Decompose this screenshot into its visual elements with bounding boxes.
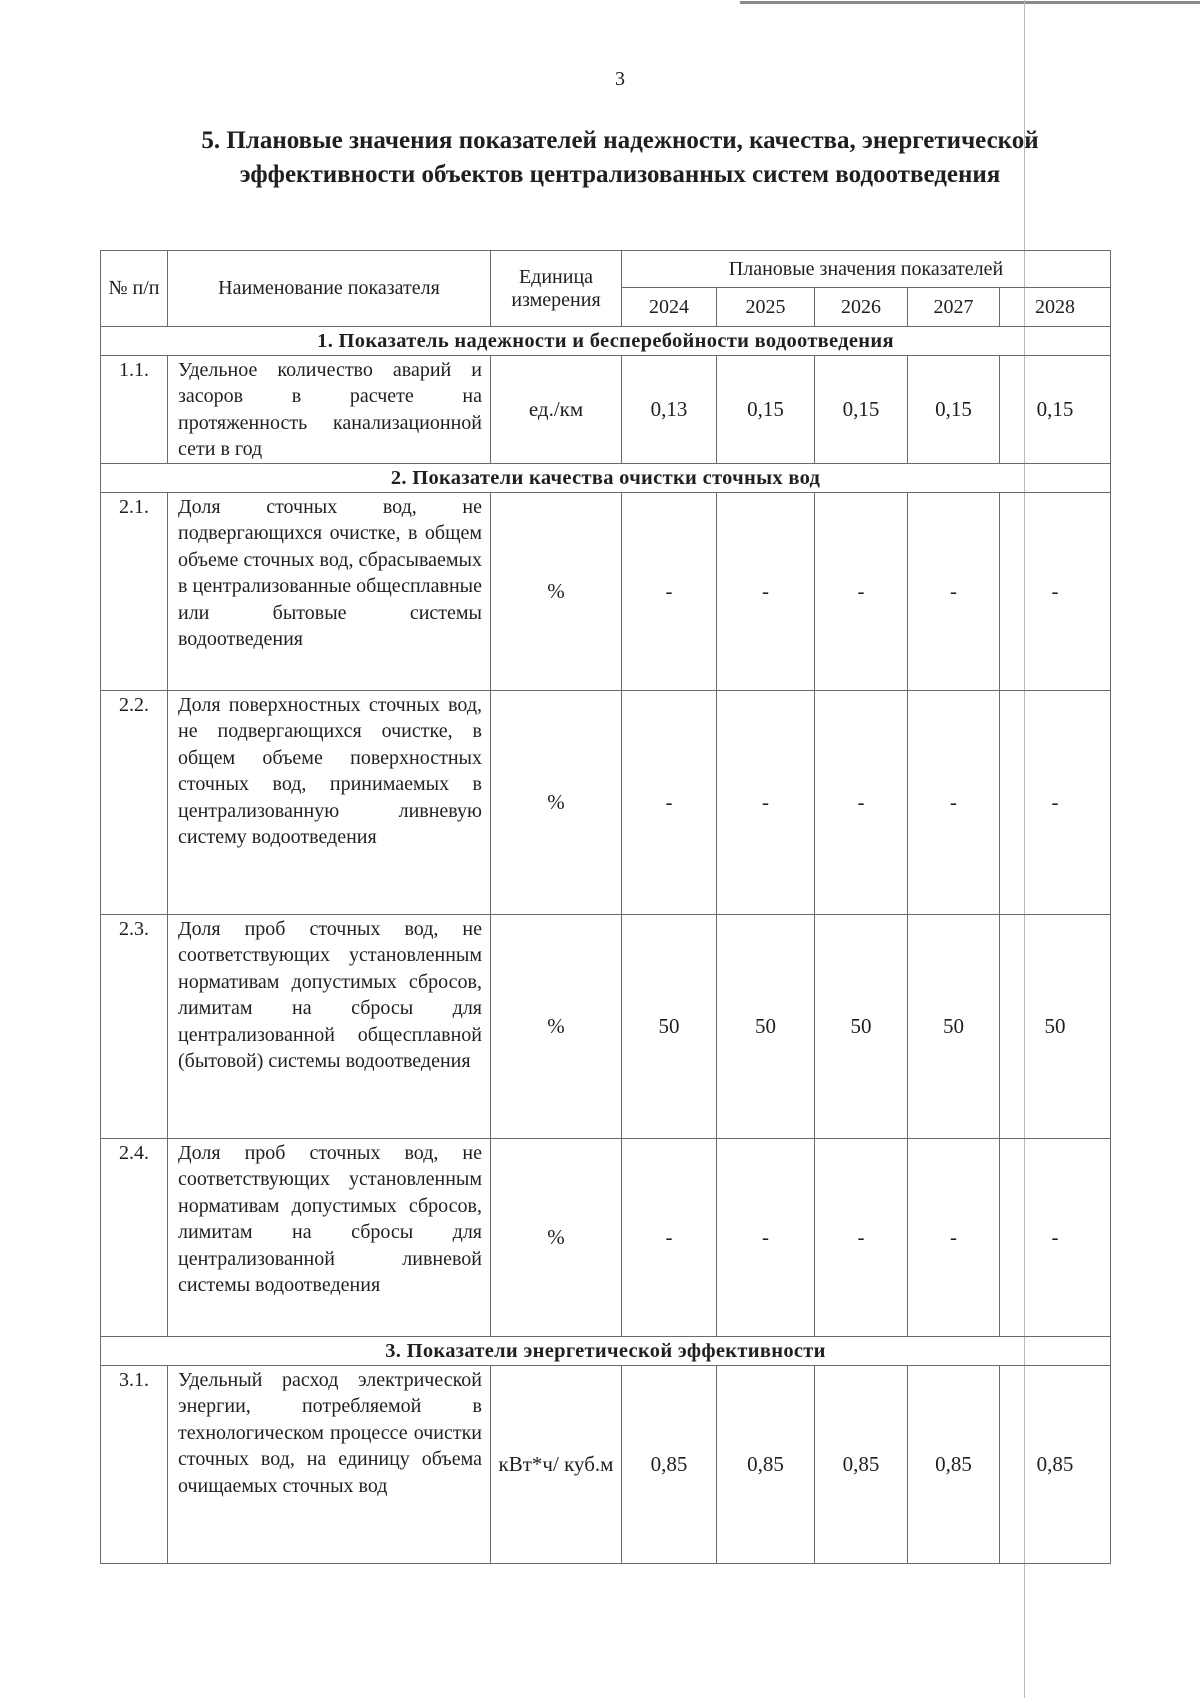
row-value: 0,15 bbox=[1000, 356, 1111, 464]
row-unit: кВт*ч/ куб.м bbox=[491, 1366, 622, 1564]
row-value: 0,13 bbox=[622, 356, 717, 464]
row-value: - bbox=[622, 1139, 717, 1337]
row-value: - bbox=[717, 1139, 815, 1337]
section-title: 2. Показатели качества очистки сточных вод bbox=[101, 464, 1111, 493]
row-value: 0,15 bbox=[717, 356, 815, 464]
row-number: 1.1. bbox=[101, 356, 168, 464]
row-value: - bbox=[908, 493, 1000, 691]
header-year: 2025 bbox=[717, 288, 815, 327]
document-title: 5. Плановые значения показателей надежности, качества, энергетической эффективности объектов централизованных систем водоотведения bbox=[201, 127, 1039, 188]
page-number: 3 bbox=[615, 68, 625, 90]
row-value: 0,85 bbox=[815, 1366, 908, 1564]
row-value: 50 bbox=[717, 915, 815, 1139]
row-value: 50 bbox=[622, 915, 717, 1139]
table-row bbox=[101, 915, 1111, 1139]
row-value: - bbox=[622, 493, 717, 691]
row-name: Удельный расход электрической энергии, потребляемой в технологическом процессе очистки сточных вод, на единицу объема очищаемых сточных вод bbox=[168, 1366, 491, 1564]
row-value: 50 bbox=[815, 915, 908, 1139]
row-unit: ед./км bbox=[491, 356, 622, 464]
section-title: 3. Показатели энергетической эффективности bbox=[101, 1337, 1111, 1366]
row-number: 2.2. bbox=[101, 691, 168, 915]
header-number: № п/п bbox=[101, 251, 168, 327]
table-row bbox=[101, 1139, 1111, 1337]
table-row bbox=[101, 356, 1111, 464]
row-value: - bbox=[908, 1139, 1000, 1337]
header-planned-values: Плановые значения показателей bbox=[622, 251, 1111, 288]
row-value: - bbox=[815, 1139, 908, 1337]
header-year: 2027 bbox=[908, 288, 1000, 327]
header-year: 2024 bbox=[622, 288, 717, 327]
table-row bbox=[101, 691, 1111, 915]
section-title: 1. Показатель надежности и бесперебойности водоотведения bbox=[101, 327, 1111, 356]
row-value: 0,85 bbox=[908, 1366, 1000, 1564]
row-value: - bbox=[717, 493, 815, 691]
row-value: - bbox=[815, 493, 908, 691]
table-row bbox=[101, 493, 1111, 691]
row-name: Доля проб сточных вод, не соответствующих установленным нормативам допустимых сбросов, лимитам на сбросы для централизованной общесплавной (бытовой) системы водоотведения bbox=[168, 915, 491, 1139]
row-value: 50 bbox=[908, 915, 1000, 1139]
row-number: 2.1. bbox=[101, 493, 168, 691]
scan-artifact-top-line bbox=[740, 1, 1200, 4]
row-value: - bbox=[622, 691, 717, 915]
row-unit: % bbox=[491, 493, 622, 691]
row-number: 3.1. bbox=[101, 1366, 168, 1564]
section-row bbox=[101, 327, 1111, 356]
row-name: Доля сточных вод, не подвергающихся очистке, в общем объеме сточных вод, сбрасываемых в централизованные общесплавные или бытовые системы водоотведения bbox=[168, 493, 491, 691]
indicators-table bbox=[100, 250, 1111, 1564]
row-value: - bbox=[1000, 691, 1111, 915]
row-value: - bbox=[717, 691, 815, 915]
row-unit: % bbox=[491, 1139, 622, 1337]
row-value: 0,85 bbox=[1000, 1366, 1111, 1564]
row-value: 0,85 bbox=[717, 1366, 815, 1564]
row-unit: % bbox=[491, 915, 622, 1139]
header-unit: Единица измерения bbox=[491, 251, 622, 327]
row-value: 0,15 bbox=[815, 356, 908, 464]
table-row bbox=[101, 1366, 1111, 1564]
header-year: 2028 bbox=[1000, 288, 1111, 327]
row-value: - bbox=[908, 691, 1000, 915]
row-value: - bbox=[1000, 493, 1111, 691]
section-row bbox=[101, 1337, 1111, 1366]
row-number: 2.4. bbox=[101, 1139, 168, 1337]
row-number: 2.3. bbox=[101, 915, 168, 1139]
row-value: - bbox=[1000, 1139, 1111, 1337]
section-row bbox=[101, 464, 1111, 493]
row-name: Удельное количество аварий и засоров в расчете на протяженность канализационной сети в год bbox=[168, 356, 491, 464]
row-value: - bbox=[815, 691, 908, 915]
row-unit: % bbox=[491, 691, 622, 915]
header-name: Наименование показателя bbox=[168, 251, 491, 327]
row-value: 0,15 bbox=[908, 356, 1000, 464]
row-name: Доля проб сточных вод, не соответствующих установленным нормативам допустимых сбросов, лимитам на сбросы для централизованной ливневой системы водоотведения bbox=[168, 1139, 491, 1337]
row-name: Доля поверхностных сточных вод, не подвергающихся очистке, в общем объеме поверхностных сточных вод, принимаемых в централизованную ливневую систему водоотведения bbox=[168, 691, 491, 915]
row-value: 50 bbox=[1000, 915, 1111, 1139]
row-value: 0,85 bbox=[622, 1366, 717, 1564]
table-header-row bbox=[101, 251, 1111, 288]
header-year: 2026 bbox=[815, 288, 908, 327]
